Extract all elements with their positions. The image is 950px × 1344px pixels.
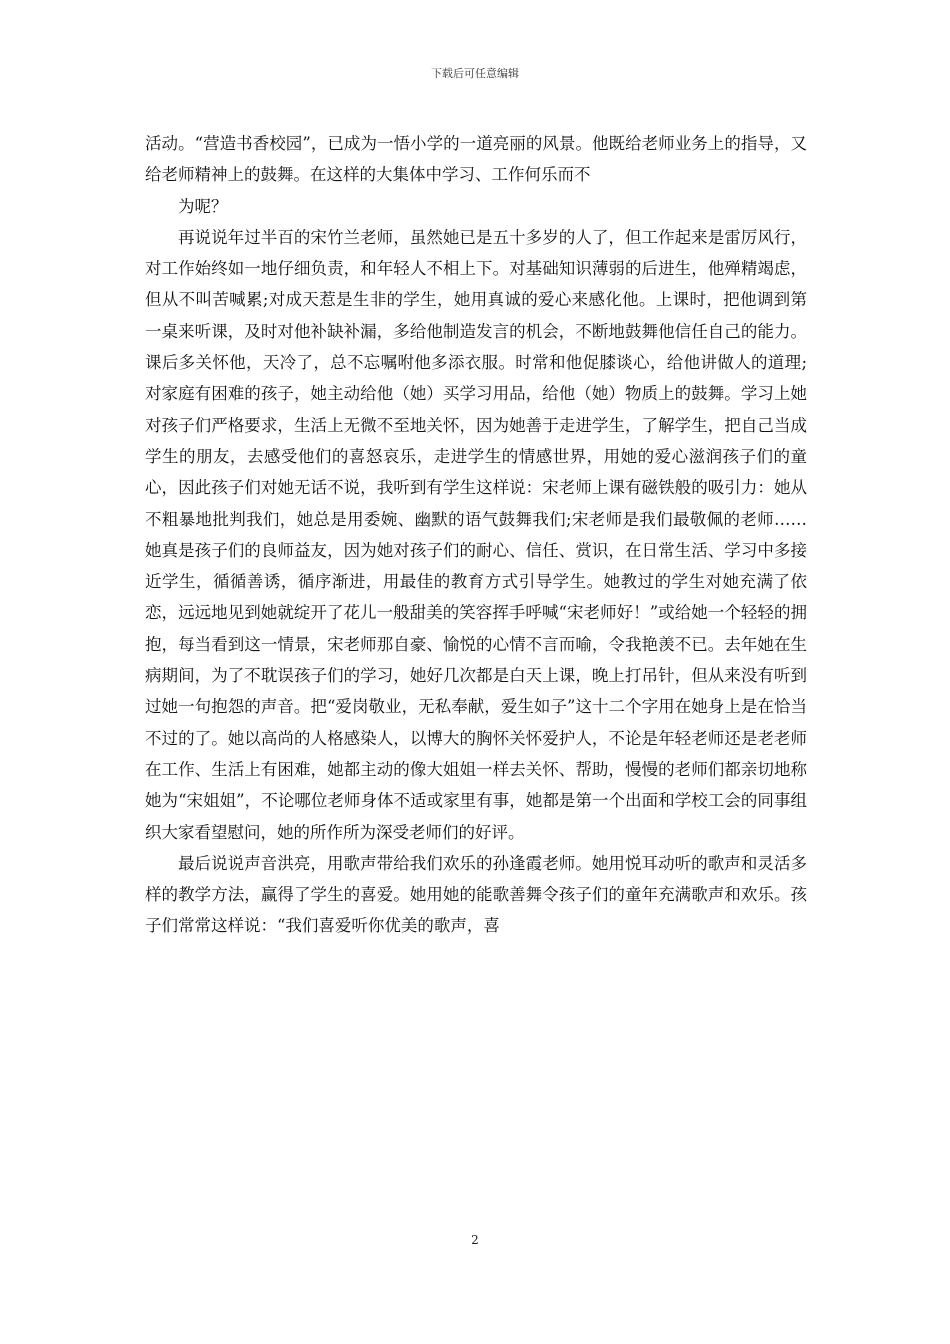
paragraph-sun-fengxia: 最后说说声音洪亮，用歌声带给我们欢乐的孙逢霞老师。她用悦耳动听的歌声和灵活多样的教学方法，赢得了学生的喜爱。她用她的能歌善舞令孩子们的童年充满歌声和欢乐。孩子们常常这样说：“我们喜爱听你优美的歌声，喜 (145, 853, 807, 936)
page-header: 下载后可任意编辑 (431, 67, 519, 80)
document-body (145, 128, 807, 942)
page-number: 2 (471, 1233, 479, 1247)
paragraph-continuation: 活动。“营造书香校园”，已成为一悟小学的一道亮丽的风景。他既给老师业务上的指导，又给老师精神上的鼓舞。在这样的大集体中学习、工作何乐而不 (145, 134, 807, 185)
paragraph-song-zhulan: 再说说年过半百的宋竹兰老师，虽然她已是五十多岁的人了，但工作起来是雷厉风行，对工作始终如一地仔细负责，和年轻人不相上下。对基础知识薄弱的后进生，他殚精竭虑，但从不叫苦喊累;对成天惹是生非的学生，她用真诚的爱心来感化他。上课时，把他调到第一桌来听课，及时对他补缺补漏，多给他制造发言的机会，不断地鼓舞他信任自己的能力。课后多关怀他，天冷了，总不忘嘱咐他多添衣服。时常和他促膝谈心，给他讲做人的道理;对家庭有困难的孩子，她主动给他（她）买学习用品，给他（她）物质上的鼓舞。学习上她对孩子们严格要求，生活上无微不至地关怀，因为她善于走进学生，了解学生，把自己当成学生的朋友，去感受他们的喜怒哀乐，走进学生的情感世界，用她的爱心滋润孩子们的童心，因此孩子们对她无话不说，我听到有学生这样说：宋老师上课有磁铁般的吸引力：她从不粗暴地批判我们，她总是用委婉、幽默的语气鼓舞我们;宋老师是我们最敬佩的老师……她真是孩子们的良师益友，因为她对孩子们的耐心、信任、赏识，在日常生活、学习中多接近学生，循循善诱，循序渐进，用最佳的教育方式引导学生。她教过的学生对她充满了依恋，远远地见到她就绽开了花儿一般甜美的笑容挥手呼喊“宋老师好！”或给她一个轻轻的拥抱，每当看到这一情景，宋老师那自豪、愉悦的心情不言而喻，令我艳羡不已。去年她在生病期间，为了不耽误孩子们的学习，她好几次都是白天上课，晚上打吊针，但从来没有听到过她一句抱怨的声音。把“爱岗敬业，无私奉献，爱生如子”这十二个字用在她身上是在恰当不过的了。她以高尚的人格感染人，以博大的胸怀关怀爱护人，不论是年轻老师还是老老师在工作、生活上有困难，她都主动的像大姐姐一样去关怀、帮助，慢慢的老师们都亲切地称她为“宋姐姐”，不论哪位老师身体不适或家里有事，她都是第一个出面和学校工会的同事组织大家看望慰问，她的所作所为深受老师们的好评。 (145, 227, 807, 842)
paragraph-continuation-end: 为呢？ (178, 196, 228, 216)
